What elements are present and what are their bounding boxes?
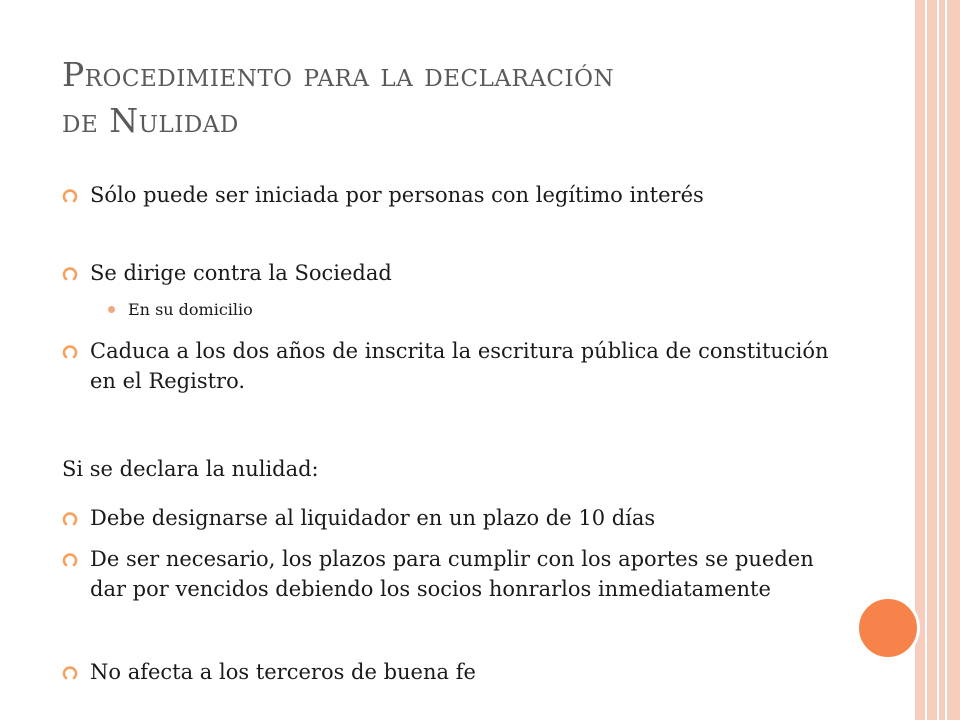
bullet-item: De ser necesario, los plazos para cumplir con los aportes se pueden dar por vencidos debiendo los socios honrarlos inmediatamente <box>90 547 814 601</box>
bullet-marker-icon <box>62 344 78 360</box>
sub-bullet-dot-icon <box>108 306 115 313</box>
bullet-marker-icon <box>62 552 78 568</box>
title-line-1: Procedimiento para la declaración <box>62 55 615 94</box>
decorative-border <box>915 0 960 720</box>
title-line-2: de Nulidad <box>62 101 239 140</box>
slide-title <box>62 52 892 144</box>
section-heading: Si se declara la nulidad: <box>62 457 319 481</box>
bullet-marker-icon <box>62 188 78 204</box>
bullet-item: Caduca a los dos años de inscrita la escritura pública de constitución en el Registro. <box>90 339 829 393</box>
bullet-marker-icon <box>62 665 78 681</box>
bullet-marker-icon <box>62 266 78 282</box>
bullet-item: Sólo puede ser iniciada por personas con legítimo interés <box>90 183 704 207</box>
bullet-item: Debe designarse al liquidador en un plazo de 10 días <box>90 506 656 530</box>
bullet-item: No afecta a los terceros de buena fe <box>90 660 476 684</box>
sub-bullet-item: En su domicilio <box>128 300 253 319</box>
bullet-item: Se dirige contra la Sociedad <box>90 261 392 285</box>
decorative-circle <box>856 596 920 660</box>
bullet-marker-icon <box>62 511 78 527</box>
